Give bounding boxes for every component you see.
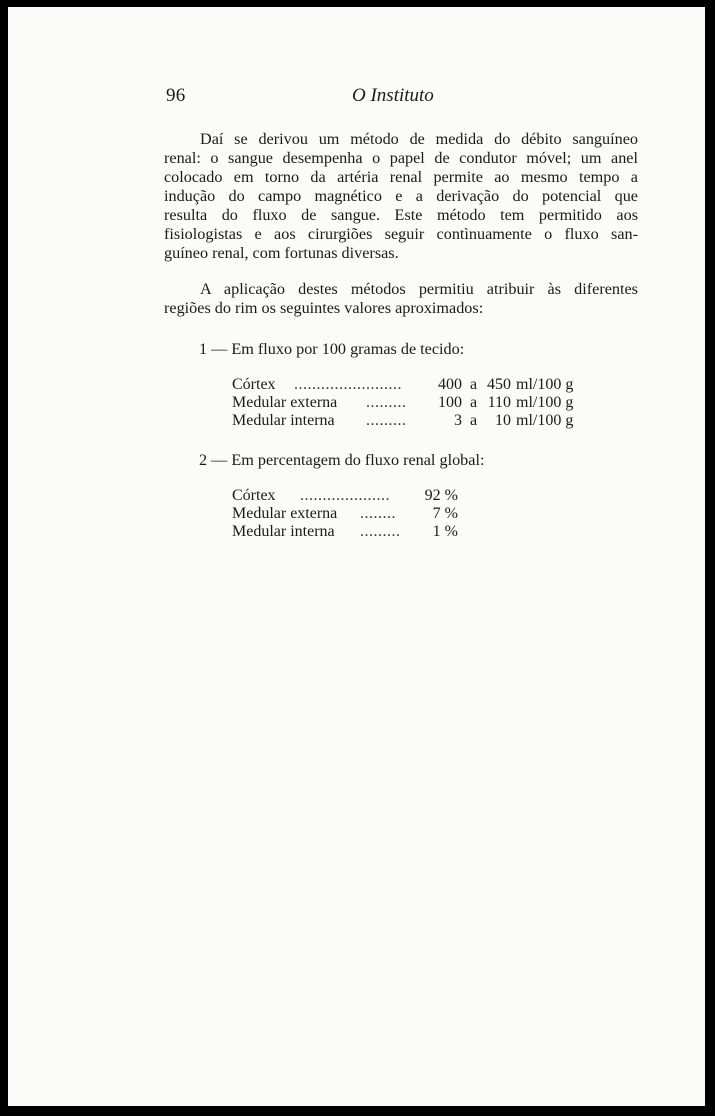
region-label: Córtex — [232, 376, 276, 393]
region-label: Córtex — [232, 487, 276, 504]
paragraph-line: renal: o sangue desempenha o papel de condutor móvel; um anel — [164, 149, 638, 167]
book-page — [8, 7, 705, 1106]
region-label: Medular interna — [232, 523, 335, 540]
range-to: 450 — [487, 376, 511, 393]
range-from: 100 — [438, 394, 462, 411]
paragraph-line: colocado em torno da artéria renal permite ao mesmo tempo a — [164, 168, 638, 186]
unit: ml/100 g — [516, 394, 574, 411]
range-from: 3 — [454, 412, 462, 429]
region-label: Medular externa — [232, 394, 338, 411]
region-label: Medular interna — [232, 412, 335, 429]
leader-dots: .................... — [300, 487, 390, 504]
range-separator: a — [470, 394, 478, 411]
paragraph-1 — [164, 130, 638, 263]
unit: ml/100 g — [516, 376, 574, 393]
paragraph-line: Daí se derivou um método de medida do débito sanguíneo — [200, 130, 638, 148]
paragraph-line: indução do campo magnético e a derivação do potencial que — [164, 187, 638, 205]
paragraph-line: resulta do fluxo de sangue. Este método tem permitido aos — [164, 206, 638, 224]
leader-dots: ........ — [360, 505, 396, 522]
paragraph-line: guíneo renal, com fortunas diversas. — [164, 244, 399, 262]
range-to: 10 — [495, 412, 511, 429]
paragraph-2 — [164, 280, 638, 318]
percentage-value: 1 % — [432, 523, 458, 540]
percentage-value: 92 % — [424, 487, 458, 504]
paragraph-line: regiões do rim os seguintes valores aproximados: — [164, 299, 484, 317]
section-2-heading: 2 — Em percentagem do fluxo renal global: — [199, 451, 485, 469]
unit: ml/100 g — [516, 412, 574, 429]
paragraph-line: A aplicação destes métodos permitiu atribuir às diferentes — [200, 280, 638, 298]
paragraph-line: fisiologistas e aos cirurgiões seguir contìnuamente o fluxo san- — [164, 225, 638, 243]
leader-dots: ......... — [366, 412, 407, 429]
range-separator: a — [470, 376, 478, 393]
range-to: 110 — [487, 394, 511, 411]
section-1-heading: 1 — Em fluxo por 100 gramas de tecido: — [199, 340, 465, 358]
region-label: Medular externa — [232, 505, 338, 522]
percentage-value: 7 % — [432, 505, 458, 522]
leader-dots: ........................ — [294, 376, 402, 393]
running-title: O Instituto — [352, 85, 434, 106]
range-separator: a — [470, 412, 478, 429]
leader-dots: ......... — [366, 394, 407, 411]
range-from: 400 — [438, 376, 462, 393]
leader-dots: ......... — [360, 523, 401, 540]
page-number: 96 — [166, 85, 186, 106]
